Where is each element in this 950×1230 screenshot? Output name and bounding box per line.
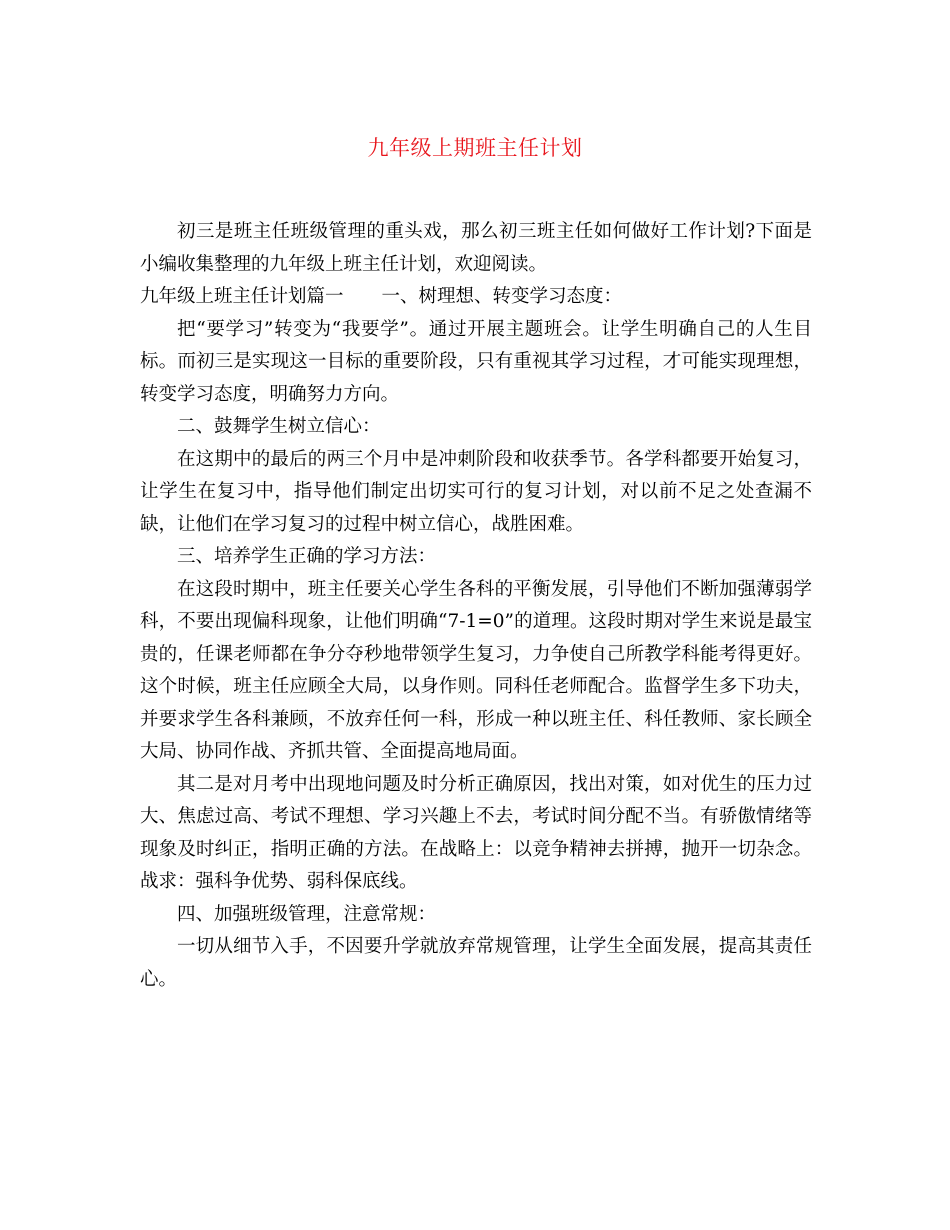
section-label: 九年级上班主任计划篇一 bbox=[140, 286, 344, 307]
heading-4: 四、加强班级管理，注意常规： bbox=[177, 903, 437, 925]
paragraph-2: 在这期中的最后的两三个月中是冲刺阶段和收获季节。各学科都要开始复习，让学生在复习中，指导他们制定出切实可行的复习计划，对以前不足之处查漏不缺，让他们在学习复习的过程中树立信心，战胜困难。 bbox=[140, 448, 812, 535]
paragraph-1: 把“要学习”转变为“我要学”。通过开展主题班会。让学生明确自己的人生目标。而初三是实现这一目标的重要阶段，只有重视其学习过程，才可能实现理想，转变学习态度，明确努力方向。 bbox=[140, 318, 812, 405]
heading-1: 一、树理想、转变学习态度： bbox=[381, 286, 623, 307]
paragraph-3: 在这段时期中，班主任要关心学生各科的平衡发展，引导他们不断加强薄弱学科，不要出现偏科现象，让他们明确“7-1=0”的道理。这段时期对学生来说是最宝贵的，任课老师都在争分夺秒地带领学生复习，力争使自己所教学科能考得更好。这个时候，班主任应顾全大局，以身作则。同科任老师配合。监督学生多下功夫，并要求学生各科兼顾，不放弃任何一科，形成一种以班主任、科任教师、家长顾全大局、协同作战、齐抓共管、全面提高地局面。 bbox=[140, 578, 812, 762]
document-title: 九年级上期班主任计划 bbox=[367, 136, 583, 160]
intro-paragraph: 初三是班主任班级管理的重头戏，那么初三班主任如何做好工作计划?下面是小编收集整理的九年级上班主任计划，欢迎阅读。 bbox=[140, 221, 812, 275]
paragraph-5: 一切从细节入手，不因要升学就放弃常规管理，让学生全面发展，提高其责任心。 bbox=[140, 936, 812, 990]
heading-3: 三、培养学生正确的学习方法： bbox=[177, 546, 437, 567]
document-body bbox=[140, 216, 812, 996]
section-line bbox=[140, 281, 812, 314]
heading-2: 二、鼓舞学生树立信心： bbox=[177, 416, 381, 437]
paragraph-4: 其二是对月考中出现地问题及时分析正确原因，找出对策，如对优生的压力过大、焦虑过高、考试不理想、学习兴趣上不去，考试时间分配不当。有骄傲情绪等现象及时纠正，指明正确的方法。在战略上：以竞争精神去拼搏，抛开一切杂念。战求：强科争优势、弱科保底线。 bbox=[140, 773, 812, 892]
